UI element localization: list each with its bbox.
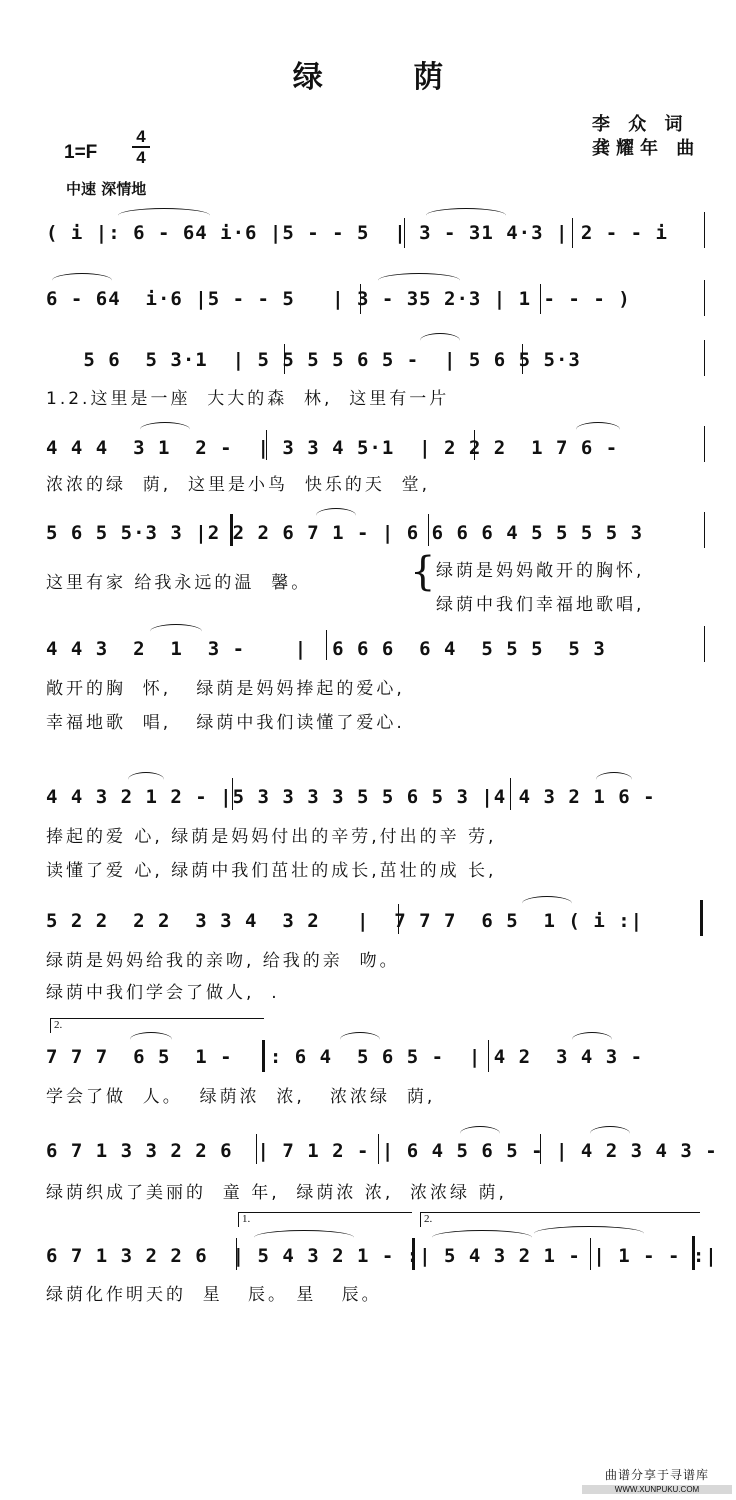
- lyric-row-5-verse-2: 绿荫中我们幸福地歌唱,: [436, 595, 645, 615]
- watermark-url: WWW.XUNPUKU.COM: [582, 1485, 732, 1494]
- composer-credit: 龚耀年 曲: [592, 138, 701, 159]
- song-title: 绿 荫: [292, 60, 484, 95]
- barline: [378, 1134, 379, 1164]
- lyric-row-6-verse-1: 敞开的胸 怀, 绿荫是妈妈捧起的爱心,: [46, 679, 405, 699]
- slur: [128, 772, 164, 787]
- slur: [572, 1032, 612, 1047]
- slur: [316, 508, 356, 523]
- barline: [704, 426, 705, 462]
- slur: [378, 273, 460, 288]
- barline: [540, 284, 541, 314]
- barline: [540, 1134, 541, 1164]
- repeat-end-barline: [700, 900, 703, 936]
- volta-2-final: 2.: [420, 1212, 700, 1227]
- lyric-row-5-verse-1: 绿荫是妈妈敞开的胸怀,: [436, 561, 645, 581]
- notation-row-10: 6 7 1 3 3 2 2 6 | 7 1 2 - | 6 4 5 6 5 - | 4 2 3 4 3 -: [46, 1140, 718, 1162]
- slur: [118, 208, 210, 223]
- barline: [704, 626, 705, 662]
- slur: [460, 1126, 500, 1141]
- barline: [428, 514, 429, 546]
- watermark: [582, 1466, 732, 1494]
- barline: [590, 1238, 591, 1270]
- slur: [140, 422, 190, 437]
- barline: [704, 212, 705, 248]
- repeat-end-barline: [412, 1238, 415, 1270]
- barline: [704, 340, 705, 376]
- slur: [590, 1126, 630, 1141]
- time-signature: [132, 128, 150, 166]
- lyric-row-5: 这里有家 给我永远的温 馨。: [46, 573, 312, 593]
- lyric-row-4: 浓浓的绿 荫, 这里是小鸟 快乐的天 堂,: [46, 475, 431, 495]
- lyric-row-10: 绿荫织成了美丽的 童 年, 绿荫浓 浓, 浓浓绿 荫,: [46, 1183, 507, 1203]
- notation-row-3: 5 6 5 3·1 | 5 5 5 5 6 5 - | 5 6 5 5·3: [46, 349, 581, 371]
- lyric-row-8-verse-1: 绿荫是妈妈给我的亲吻, 给我的亲 吻。: [46, 951, 400, 971]
- lyric-row-9: 学会了做 人。 绿荫浓 浓, 浓浓绿 荫,: [46, 1087, 436, 1107]
- barline: [572, 218, 573, 248]
- slur: [426, 208, 506, 223]
- time-signature-bottom: 4: [136, 148, 146, 167]
- barline: [510, 778, 511, 810]
- barline: [404, 218, 405, 248]
- barline: [360, 284, 361, 314]
- notation-row-7: 4 4 3 2 1 2 - |5 3 3 3 3 5 5 6 5 3 |4 4 3 2 1 6 -: [46, 786, 656, 808]
- lyric-row-8-verse-2: 绿荫中我们学会了做人, .: [46, 983, 280, 1003]
- lyric-row-6-verse-2: 幸福地歌 唱, 绿荫中我们读懂了爱心.: [46, 713, 405, 733]
- lyric-row-3: 1.2.这里是一座 大大的森 林, 这里有一片: [46, 389, 450, 409]
- slur: [534, 1226, 644, 1241]
- slur: [52, 273, 112, 288]
- time-signature-top: 4: [136, 127, 146, 146]
- repeat-start-barline: [262, 1040, 265, 1072]
- verse-brace: {: [410, 549, 436, 595]
- barline: [284, 344, 285, 374]
- barline: [704, 280, 705, 316]
- lyric-row-7-verse-1: 捧起的爱 心, 绿荫是妈妈付出的辛劳,付出的辛 劳,: [46, 827, 497, 847]
- notation-row-4: 4 4 4 3 1 2 - | 3 3 4 5·1 | 2 2 2 1 7 6 -: [46, 437, 619, 459]
- notation-row-8: 5 2 2 2 2 3 3 4 3 2 | 7 7 7 6 5 1 ( i :|: [46, 910, 644, 932]
- slur: [150, 624, 202, 639]
- slur: [432, 1230, 532, 1245]
- slur: [340, 1032, 380, 1047]
- barline: [230, 514, 233, 546]
- barline: [256, 1134, 257, 1164]
- slur: [522, 896, 572, 911]
- slur: [596, 772, 632, 787]
- volta-1: 1.: [238, 1212, 412, 1227]
- barline: [266, 430, 267, 460]
- key-signature: 1=F: [64, 142, 98, 163]
- slur: [130, 1032, 172, 1047]
- barline: [522, 344, 523, 374]
- watermark-text: 曲谱分享于寻谱库: [604, 1468, 709, 1482]
- lyric-row-7-verse-2: 读懂了爱 心, 绿荫中我们茁壮的成长,茁壮的成 长,: [46, 861, 497, 881]
- barline: [326, 630, 327, 660]
- notation-row-1: ( i |: 6 - 64 i·6 |5 - - 5 | 3 - 31 4·3 | 2 - - i: [46, 222, 668, 244]
- barline: [232, 778, 233, 810]
- barline: [398, 904, 399, 934]
- notation-row-5: 5 6 5 5·3 3 |2 2 2 6 7 1 - | 6 6 6 6 4 5 5 5 5 3: [46, 522, 644, 544]
- slur: [420, 333, 460, 348]
- barline: [488, 1040, 489, 1072]
- slur: [576, 422, 620, 437]
- final-repeat-barline: [692, 1236, 695, 1270]
- notation-row-11: 6 7 1 3 2 2 6 | 5 4 3 2 1 - :| 5 4 3 2 1 - | 1 - - :|: [46, 1245, 718, 1267]
- barline: [704, 512, 705, 548]
- notation-row-2: 6 - 64 i·6 |5 - - 5 | 3 - 35 2·3 | 1 - - - ): [46, 288, 631, 310]
- barline: [236, 1238, 237, 1270]
- notation-row-9: 7 7 7 6 5 1 - |: 6 4 5 6 5 - | 4 2 3 4 3 -: [46, 1046, 644, 1068]
- notation-row-6: 4 4 3 2 1 3 - | 6 6 6 6 4 5 5 5 5 3: [46, 638, 606, 660]
- slur: [254, 1230, 354, 1245]
- tempo-marking: 中速 深情地: [66, 180, 147, 198]
- volta-2: 2.: [50, 1018, 264, 1033]
- lyricist-credit: 李 众 词: [592, 114, 689, 135]
- barline: [474, 430, 475, 460]
- lyric-row-11: 绿荫化作明天的 星 辰。 星 辰。: [46, 1285, 382, 1305]
